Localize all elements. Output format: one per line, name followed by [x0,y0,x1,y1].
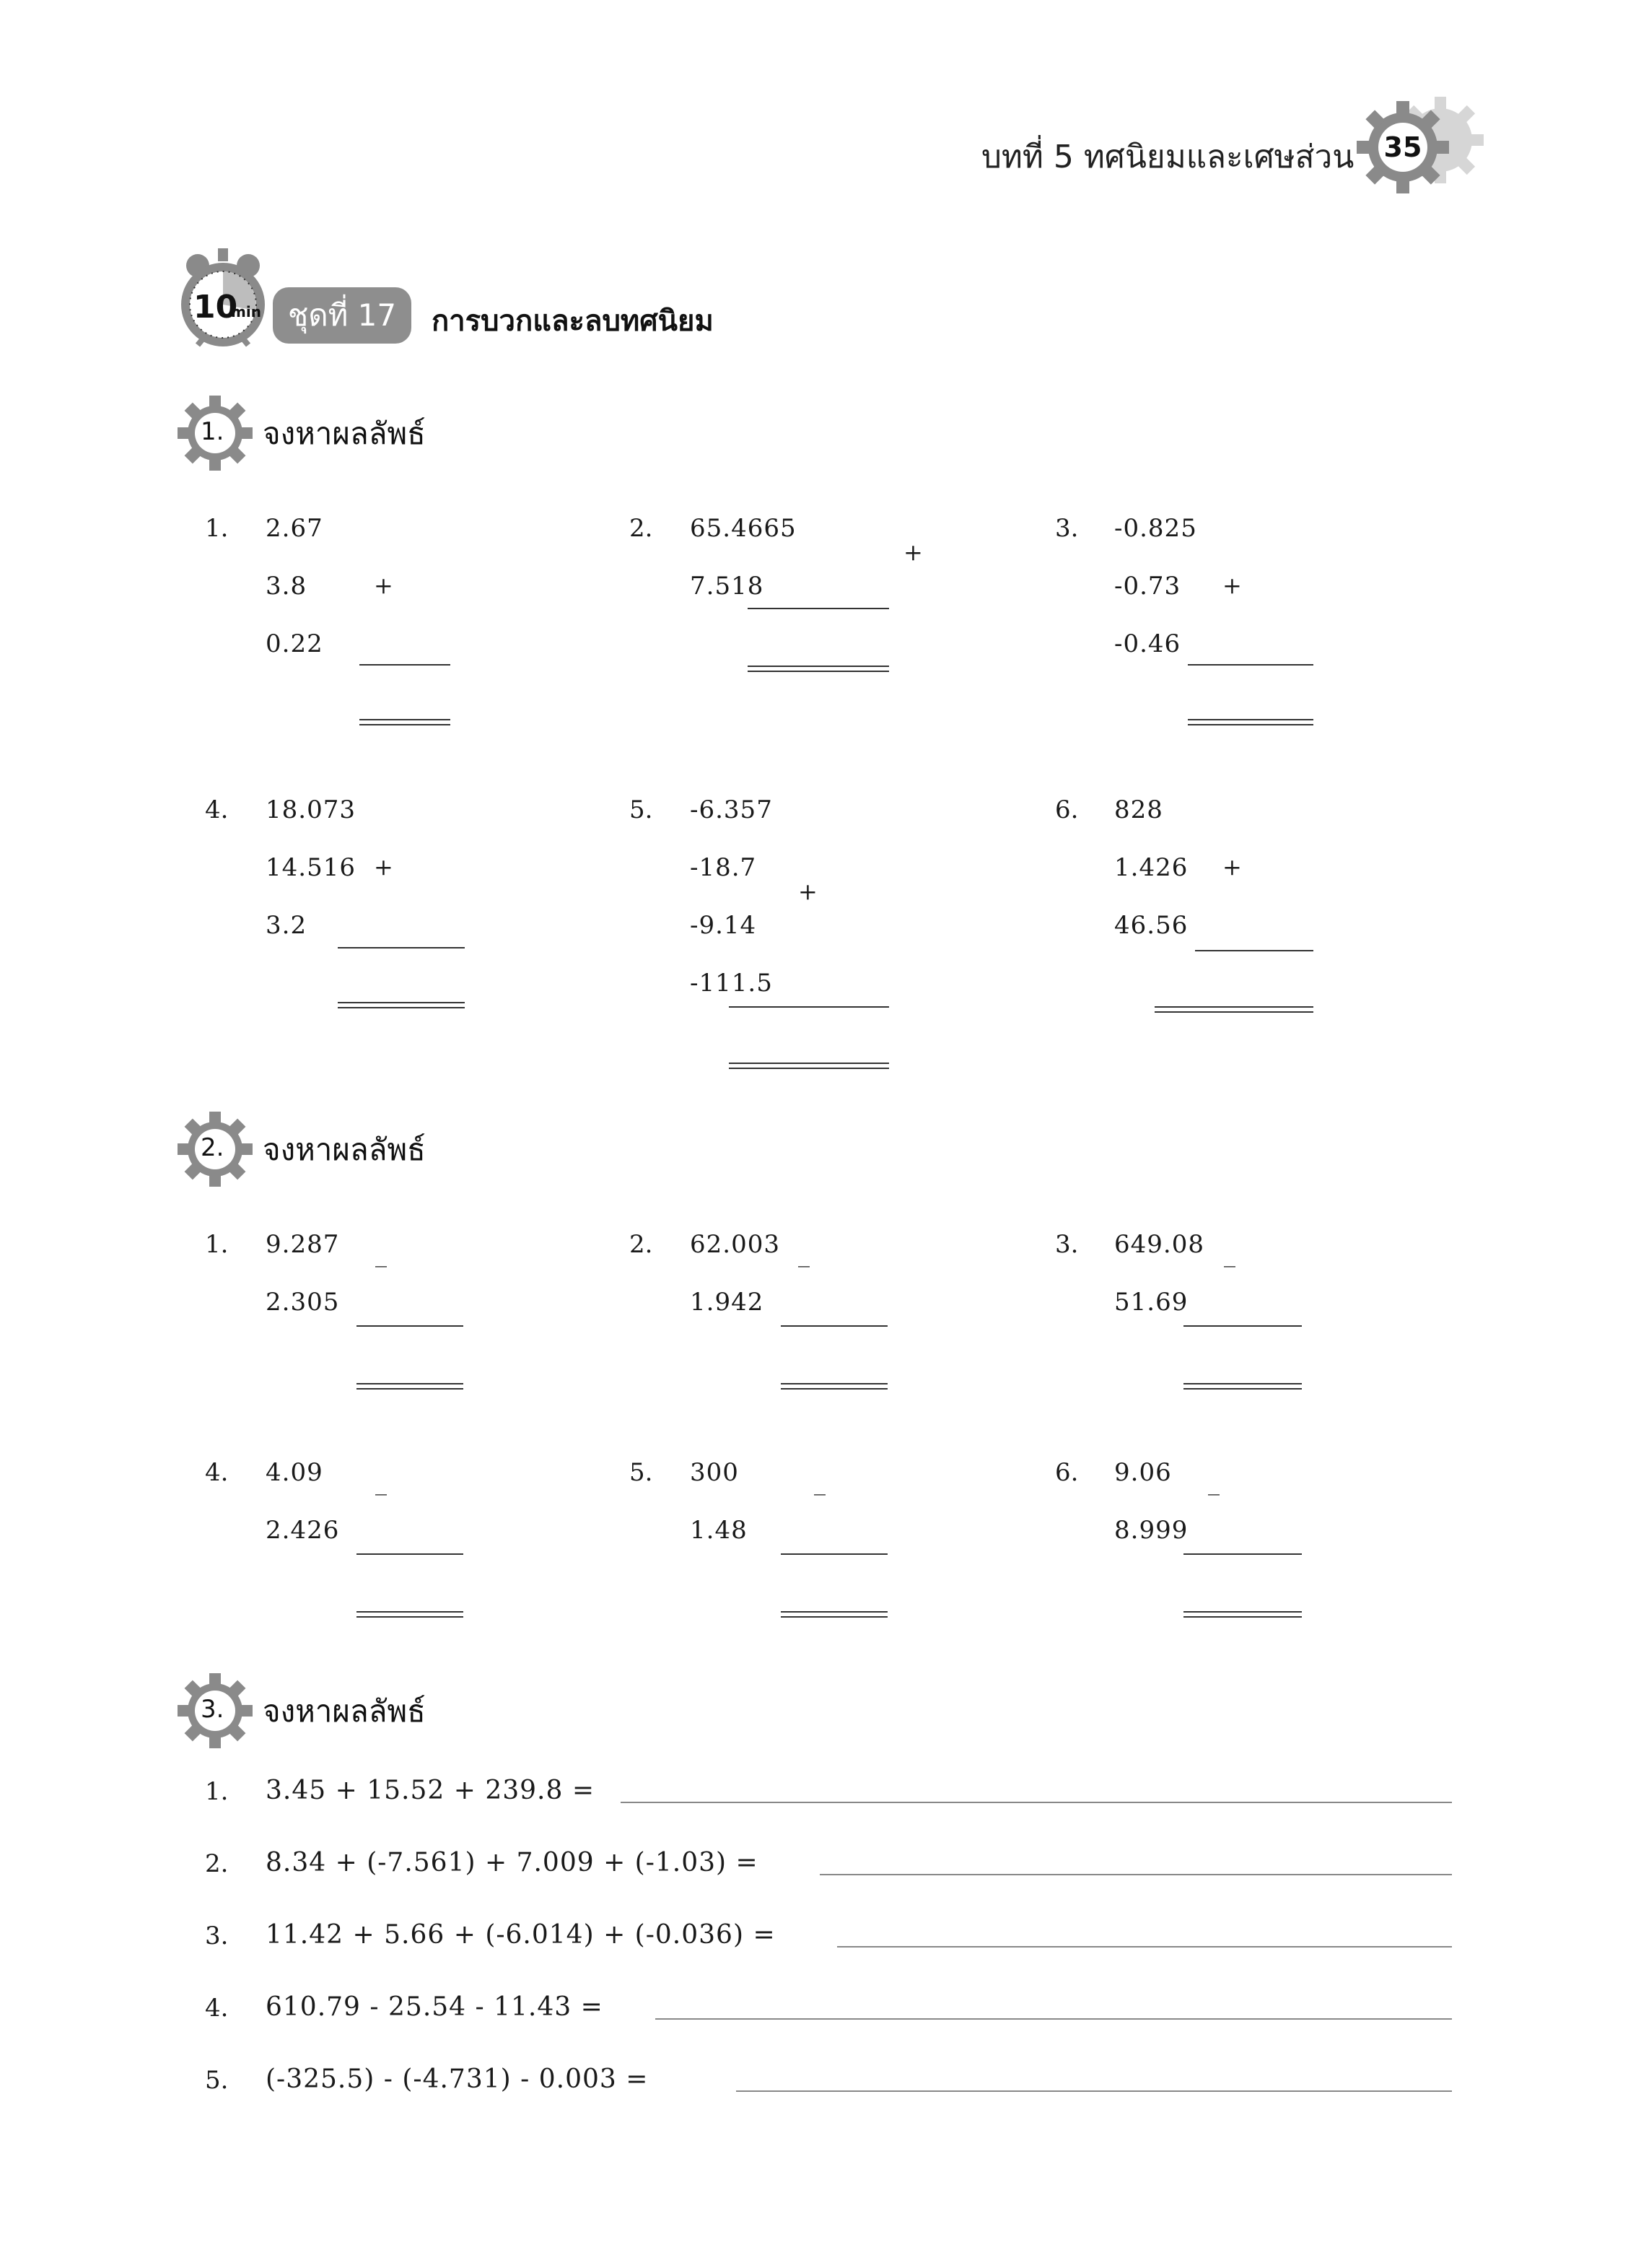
problem-value: -6.357 [690,795,773,824]
problem-value: 649.08 [1114,1230,1204,1259]
equation-expression: 3.45 + 15.52 + 239.8 = [266,1776,595,1805]
problem-value: -0.46 [1114,629,1181,658]
problem-value: 3.8 [266,572,307,601]
problem-value: 4.09 [266,1458,323,1487]
problem-value: 8.999 [1114,1516,1189,1545]
problem-number: 3. [1055,1230,1079,1259]
problem-value: 2.67 [266,514,323,543]
answer-line[interactable] [748,608,889,609]
answer-double-line [338,1002,465,1008]
operator-sign: + [903,538,923,566]
problem-number: 2. [629,514,653,543]
answer-line[interactable] [781,1325,888,1327]
problem-value: 18.073 [266,795,356,824]
problem-number: 3. [1055,514,1079,543]
problem-value: 51.69 [1114,1288,1189,1317]
operator-sign: _ [1208,1468,1220,1496]
problem-value: 0.22 [266,629,323,658]
section-1-instruction: จงหาผลลัพธ์ [263,416,426,451]
operator-sign: _ [814,1468,826,1496]
section-1-number: 1. [201,417,224,446]
problem-value: 1.48 [690,1516,748,1545]
equation-expression: 610.79 - 25.54 - 11.43 = [266,1992,603,2022]
answer-line[interactable] [1195,950,1313,951]
answer-line[interactable] [356,1325,463,1327]
answer-double-line [781,1383,888,1390]
problem-number: 4. [205,795,229,824]
operator-sign: + [1222,572,1242,599]
operator-sign: + [374,572,393,599]
problem-value: 3.2 [266,911,307,940]
chapter-title: บทที่ 5 ทศนิยมและเศษส่วน [981,139,1355,175]
answer-line[interactable] [820,1874,1452,1875]
equation-number: 2. [205,1849,229,1878]
problem-value: -0.73 [1114,572,1181,601]
problem-value: 14.516 [266,853,356,882]
problem-value: 2.305 [266,1288,340,1317]
answer-double-line [359,719,450,725]
equation-number: 1. [205,1777,229,1806]
section-2-instruction: จงหาผลลัพธ์ [263,1132,426,1167]
answer-line[interactable] [359,664,450,666]
problem-value: 9.06 [1114,1458,1172,1487]
answer-line[interactable] [1188,664,1313,666]
section-3-instruction: จงหาผลลัพธ์ [263,1693,426,1729]
problem-value: 65.4665 [690,514,797,543]
problem-value: 62.003 [690,1230,780,1259]
answer-double-line [781,1611,888,1618]
problem-value: 300 [690,1458,739,1487]
problem-number: 2. [629,1230,653,1259]
answer-double-line [356,1611,463,1618]
page-number: 35 [1383,131,1422,163]
section-3-number: 3. [201,1695,224,1724]
equation-number: 5. [205,2066,229,2095]
problem-value: -18.7 [690,853,757,882]
equation-expression: 8.34 + (-7.561) + 7.009 + (-1.03) = [266,1848,758,1877]
answer-line[interactable] [729,1006,889,1008]
problem-number: 6. [1055,1458,1079,1487]
answer-double-line [748,666,889,672]
answer-line[interactable] [736,2090,1452,2092]
answer-line[interactable] [837,1946,1452,1948]
answer-line[interactable] [781,1553,888,1555]
equation-number: 3. [205,1922,229,1950]
answer-line[interactable] [621,1802,1452,1803]
equation-expression: (-325.5) - (-4.731) - 0.003 = [266,2064,649,2094]
set-label-badge: ชุดที่ 17 [273,287,411,344]
operator-sign: _ [375,1240,387,1268]
operator-sign: _ [798,1240,810,1268]
operator-sign: + [798,878,818,905]
problem-number: 1. [205,1230,229,1259]
answer-double-line [1183,1611,1302,1618]
answer-double-line [1183,1383,1302,1390]
answer-line[interactable] [356,1553,463,1555]
problem-value: -9.14 [690,911,757,940]
problem-value: 7.518 [690,572,764,601]
operator-sign: + [1222,853,1242,881]
answer-line[interactable] [655,2018,1452,2020]
problem-number: 4. [205,1458,229,1487]
problem-number: 6. [1055,795,1079,824]
set-title: การบวกและลบทศนิยม [432,305,714,338]
answer-double-line [1188,719,1313,725]
equation-number: 4. [205,1994,229,2023]
answer-line[interactable] [338,947,465,948]
problem-number: 1. [205,514,229,543]
problem-number: 5. [629,1458,653,1487]
problem-number: 5. [629,795,653,824]
problem-value: 828 [1114,795,1163,824]
problem-value: 1.426 [1114,853,1189,882]
timer-number: 10 [193,289,238,326]
equation-expression: 11.42 + 5.66 + (-6.014) + (-0.036) = [266,1920,776,1950]
problem-value: -0.825 [1114,514,1197,543]
problem-value: 9.287 [266,1230,340,1259]
problem-value: 1.942 [690,1288,764,1317]
answer-double-line [356,1383,463,1390]
operator-sign: _ [1224,1240,1235,1268]
answer-line[interactable] [1183,1553,1302,1555]
operator-sign: + [374,853,393,881]
timer-unit: min [231,303,261,320]
answer-double-line [729,1063,889,1069]
answer-line[interactable] [1183,1325,1302,1327]
problem-value: 46.56 [1114,911,1189,940]
problem-value: -111.5 [690,969,773,998]
answer-double-line [1155,1006,1313,1013]
problem-value: 2.426 [266,1516,340,1545]
section-2-number: 2. [201,1133,224,1162]
operator-sign: _ [375,1468,387,1496]
